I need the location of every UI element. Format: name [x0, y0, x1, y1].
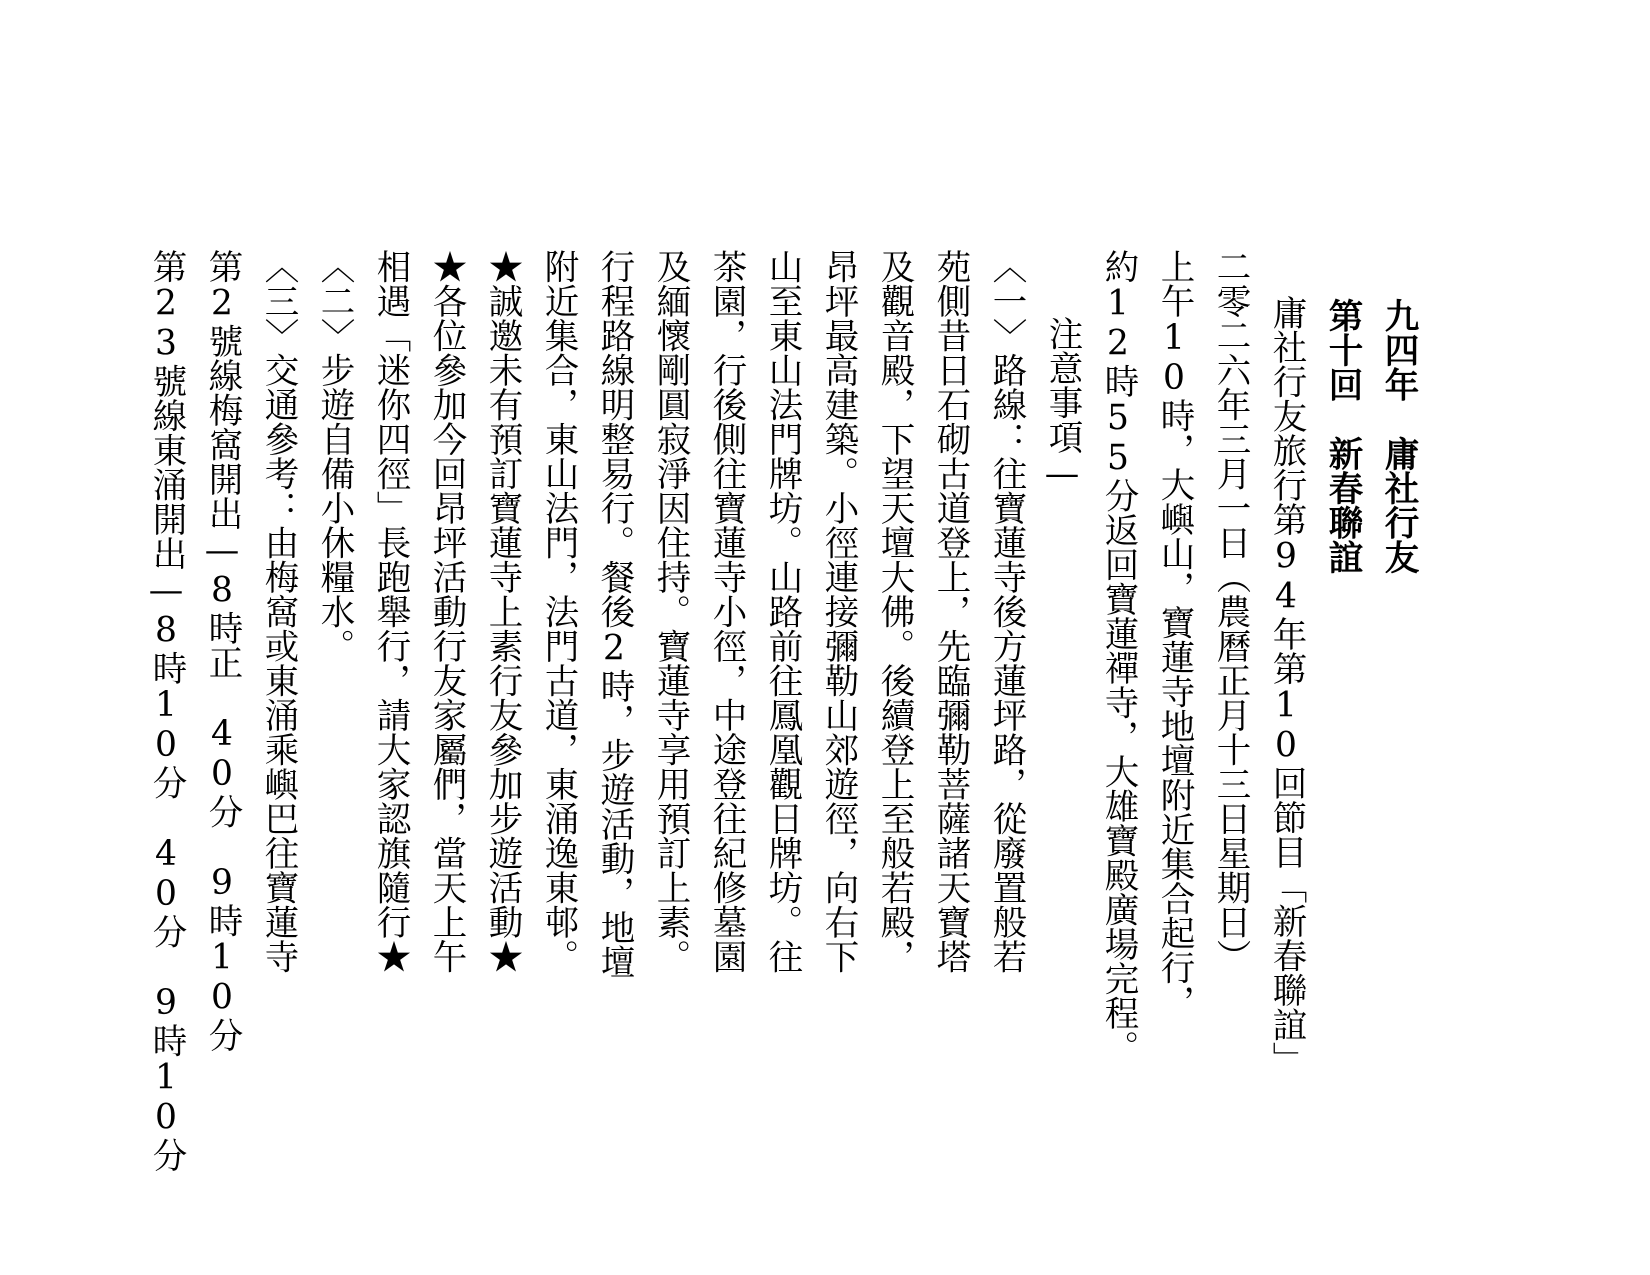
- body-line-6: 〈一〉路線：往寶蓮寺後方蓮坪路，從廢置般若: [986, 249, 1026, 974]
- body-line-16: ★各位參加今回昂坪活動行友家屬們，當天上午: [426, 249, 466, 974]
- body-line-17: 相遇「迷你四徑」長跑舉行，請大家認旗隨行★: [370, 249, 410, 974]
- body-line-21: 第23號線東涌開出—8時10分 40分 9時10分: [146, 249, 186, 1172]
- body-line-14: 附近集合，東山法門，法門古道，東涌逸東邨。: [538, 249, 578, 974]
- body-line-18: 〈二〉步遊自備小休糧水。: [314, 249, 354, 663]
- title-line-2: 第十回 新春聯誼: [1322, 298, 1362, 574]
- body-line-20: 第2號線梅窩開出—8時正 40分 9時10分: [202, 249, 242, 1052]
- body-line-3: 上午10時，大嶼山，寶蓮寺地壇附近集合起行，: [1154, 249, 1194, 1019]
- body-line-4: 約12時55分返回寶蓮禪寺，大雄寶殿廣場完程。: [1098, 249, 1138, 1065]
- body-line-9: 昂坪最高建築。小徑連接彌勒山郊遊徑，向右下: [818, 249, 858, 974]
- body-line-7: 苑側昔日石砌古道登上，先臨彌勒菩薩諸天寶塔: [930, 249, 970, 974]
- body-line-5: 注意事項—: [1042, 316, 1082, 494]
- body-line-12: 及緬懷剛圓寂淨因住持。寶蓮寺享用預訂上素。: [650, 249, 690, 974]
- body-line-19: 〈三〉交通參考：由梅窩或東涌乘嶼巴往寶蓮寺: [258, 249, 298, 974]
- body-line-2: 二零二六年三月一日（農曆正月十三日星期日）: [1210, 249, 1250, 974]
- body-line-10: 山至東山法門牌坊。山路前往鳳凰觀日牌坊。往: [762, 249, 802, 974]
- body-line-13: 行程路線明整易行。餐後2時，步遊活動，地壇: [594, 249, 634, 979]
- body-line-1: 庸社行友旅行第94年第10回節目「新春聯誼」: [1266, 295, 1306, 1076]
- body-line-15: ★誠邀未有預訂寶蓮寺上素行友參加步遊活動★: [482, 249, 522, 974]
- title-line-1: 九四年 庸社行友: [1378, 298, 1418, 574]
- body-line-8: 及觀音殿，下望天壇大佛。後續登上至般若殿，: [874, 249, 914, 974]
- body-line-11: 茶園，行後側往寶蓮寺小徑，中途登往紀修墓園: [706, 249, 746, 974]
